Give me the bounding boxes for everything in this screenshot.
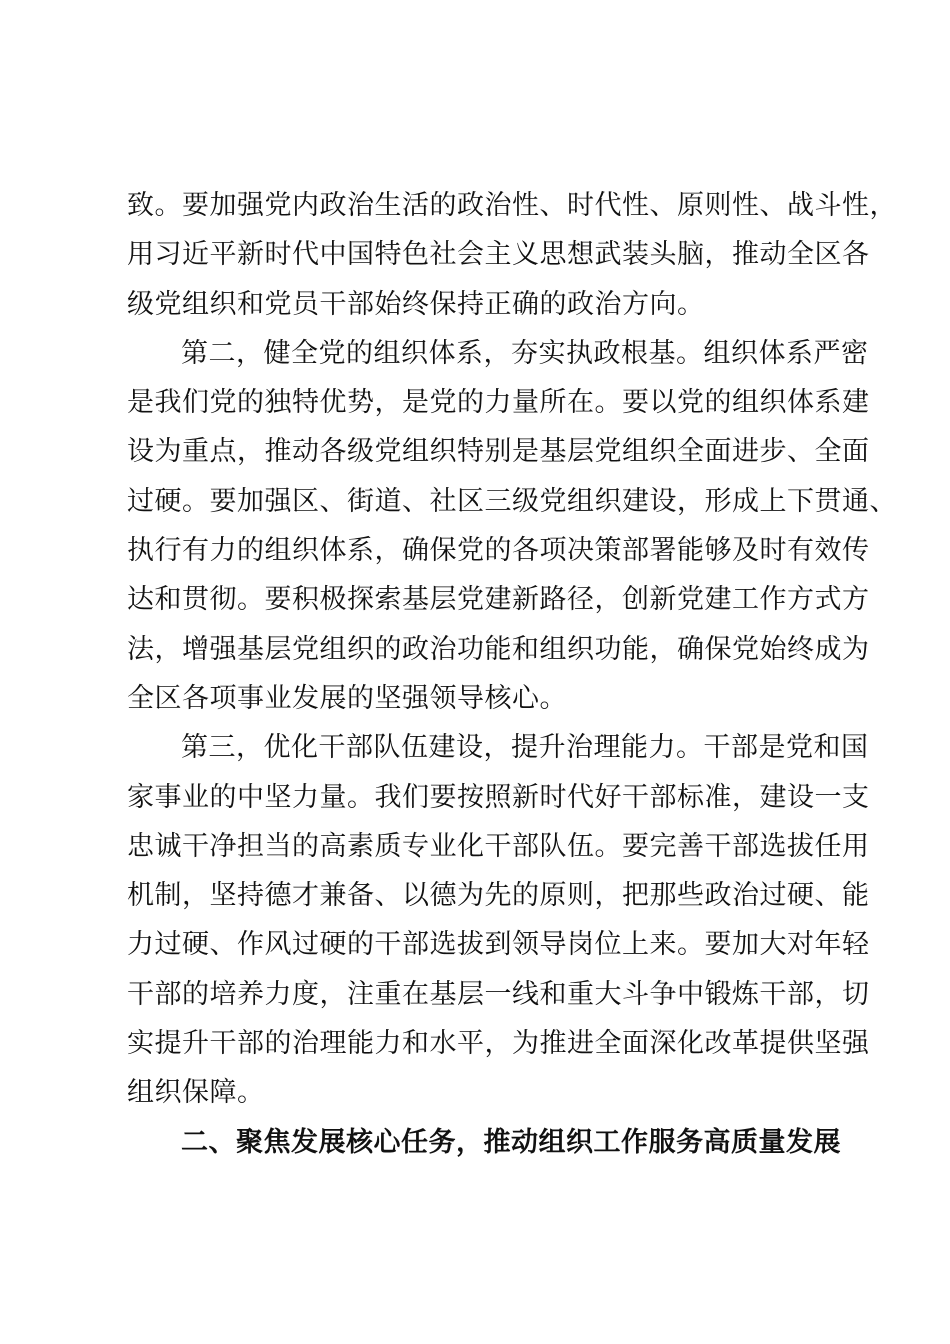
text-line: 第二，健全党的组织体系，夯实执政根基。组织体系严密 — [181, 337, 869, 369]
text-line: 达和贯彻。要积极探索基层党建新路径，创新党建工作方式方 — [127, 584, 870, 616]
section-heading — [127, 1118, 857, 1167]
text-line: 实提升干部的治理能力和水平，为推进全面深化改革提供坚强 — [127, 1028, 870, 1060]
text-line: 干部的培养力度，注重在基层一线和重大斗争中锻炼干部，切 — [127, 978, 870, 1010]
text-line: 法，增强基层党组织的政治功能和组织功能，确保党始终成为 — [127, 633, 870, 665]
text-line: 过硬。要加强区、街道、社区三级党组织建设，形成上下贯通、 — [127, 485, 897, 517]
text-line: 组织保障。 — [127, 1077, 265, 1109]
text-line: 设为重点，推动各级党组织特别是基层党组织全面进步、全面 — [127, 436, 870, 468]
paragraph-3 — [127, 723, 870, 1117]
text-line: 忠诚干净担当的高素质专业化干部队伍。要完善干部选拔任用 — [127, 830, 870, 862]
text-line: 家事业的中坚力量。我们要按照新时代好干部标准，建设一支 — [127, 781, 870, 813]
section-heading-text: 二、聚焦发展核心任务，推动组织工作服务高质量发展 — [181, 1126, 841, 1158]
text-line: 力过硬、作风过硬的干部选拔到领导岗位上来。要加大对年轻 — [127, 929, 870, 961]
text-line: 是我们党的独特优势，是党的力量所在。要以党的组织体系建 — [127, 387, 870, 419]
text-line: 用习近平新时代中国特色社会主义思想武装头脑，推动全区各 — [127, 239, 870, 271]
paragraph-2 — [127, 329, 897, 723]
paragraph-1 — [127, 181, 897, 329]
text-line: 全区各项事业发展的坚强领导核心。 — [127, 682, 567, 714]
text-line: 致。要加强党内政治生活的政治性、时代性、原则性、战斗性， — [127, 190, 897, 221]
text-line: 第三，优化干部队伍建设，提升治理能力。干部是党和国 — [181, 732, 869, 764]
document-body — [127, 181, 897, 1167]
text-line: 执行有力的组织体系，确保党的各项决策部署能够及时有效传 — [127, 535, 870, 567]
text-line: 机制，坚持德才兼备、以德为先的原则，把那些政治过硬、能 — [127, 880, 870, 912]
text-line: 级党组织和党员干部始终保持正确的政治方向。 — [127, 288, 705, 320]
